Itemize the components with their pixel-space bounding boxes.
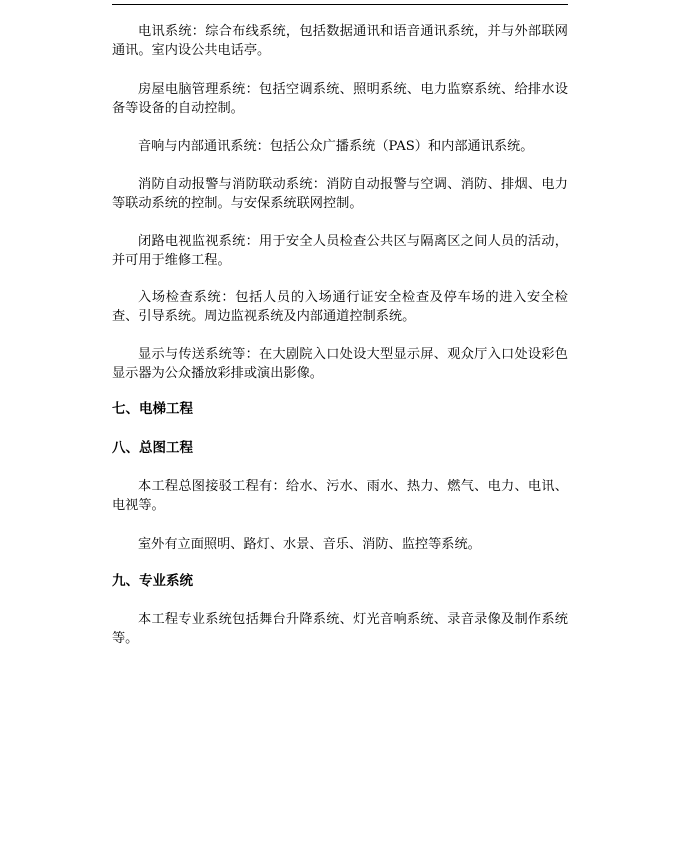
heading-site-plan: 八、总图工程 <box>112 440 193 456</box>
paragraph-specialty-systems: 本工程专业系统包括舞台升降系统、灯光音响系统、录音录像及制作系统等。 <box>112 612 568 646</box>
paragraph-cctv: 闭路电视监视系统：用于安全人员检查公共区与隔离区之间人员的活动，并可用于维修工程。 <box>112 234 568 268</box>
heading-elevator: 七、电梯工程 <box>112 401 193 417</box>
paragraph-outdoor-systems: 室外有立面照明、路灯、水景、音乐、消防、监控等系统。 <box>138 537 481 552</box>
heading-specialty-systems: 九、专业系统 <box>112 573 193 589</box>
paragraph-fire-alarm: 消防自动报警与消防联动系统：消防自动报警与空调、消防、排烟、电力等联动系统的控制。与安保系统联网控制。 <box>112 177 568 211</box>
paragraph-display-transmission: 显示与传送系统等：在大剧院入口处设大型显示屏、观众厅入口处设彩色显示器为公众播放彩排或演出影像。 <box>112 347 568 381</box>
paragraph-telecom: 电讯系统：综合布线系统，包括数据通讯和语音通讯系统，并与外部联网通讯。室内设公共电话亭。 <box>112 24 568 58</box>
header-rule <box>112 4 568 5</box>
paragraph-audio-intercom: 音响与内部通讯系统：包括公众广播系统（PAS）和内部通讯系统。 <box>138 139 534 154</box>
paragraph-building-management: 房屋电脑管理系统：包括空调系统、照明系统、电力监察系统、给排水设备等设备的自动控制。 <box>112 82 568 116</box>
paragraph-site-connections: 本工程总图接驳工程有：给水、污水、雨水、热力、燃气、电力、电讯、电视等。 <box>112 479 568 513</box>
paragraph-entry-inspection: 入场检查系统：包括人员的入场通行证安全检查及停车场的进入安全检查、引导系统。周边监视系统及内部通道控制系统。 <box>112 290 568 324</box>
